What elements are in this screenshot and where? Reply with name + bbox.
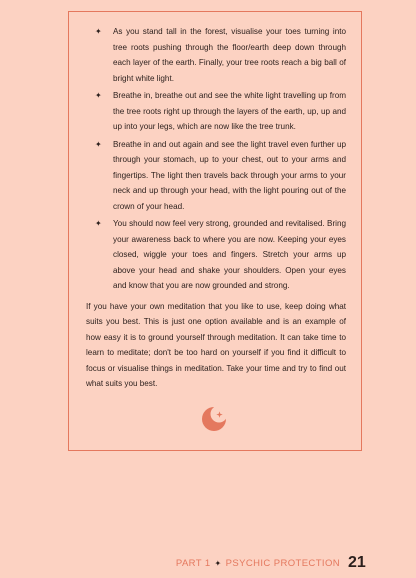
diamond-star-icon: ✦: [95, 219, 102, 228]
list-item-text: You should now feel very strong, grounded and revitalised. Bring your awareness back to where you are now. Keeping your eyes closed, wiggle your toes and fingers. Stretch your arms up above your head and shake your shoulders. Open your eyes and know that you are now grounded and strong.: [113, 219, 346, 290]
footer-part-label: PART 1: [175, 558, 211, 569]
list-item-text: As you stand tall in the forest, visualise your toes turning into tree roots pushing through the floor/earth deep down through each layer of the earth. Finally, your tree roots reach a big ball of bright white light.: [113, 27, 346, 83]
diamond-star-icon: ✦: [95, 91, 102, 100]
list-item-text: Breathe in, breathe out and see the white light travelling up from the tree roots right up through the layers of the earth, up, up and up into your legs, which are now like the tree trunk.: [113, 91, 346, 131]
meditation-steps-list: [86, 24, 346, 294]
crescent-moon-icon: [199, 404, 229, 434]
diamond-star-icon: ✦: [95, 27, 102, 36]
footer-section-label: PSYCHIC PROTECTION: [225, 558, 340, 569]
diamond-star-icon: ✦: [214, 559, 222, 568]
meditation-text: [86, 24, 346, 392]
list-item: [86, 137, 346, 215]
running-footer: [176, 558, 340, 569]
page-number: 21: [348, 554, 366, 571]
list-item: [86, 216, 346, 294]
list-item-text: Breathe in and out again and see the light travel even further up through your stomach, up to your chest, out to your arms and fingertips. The light then travels back through your arms to your neck and up through your head, with the light pouring out of the crown of your head.: [113, 139, 346, 211]
list-item: [86, 24, 346, 86]
closing-paragraph: If you have your own meditation that you like to use, keep doing what suits you best. This is just one option available and is an example of how easy it is to ground yourself through meditation. It can take time to learn to meditate; don't be too hard on yourself if you find it difficult to focus or visualise things in meditation. Take your time and try to find out what suits you best.: [86, 301, 346, 388]
list-item: [86, 88, 346, 135]
diamond-star-icon: ✦: [95, 139, 102, 149]
